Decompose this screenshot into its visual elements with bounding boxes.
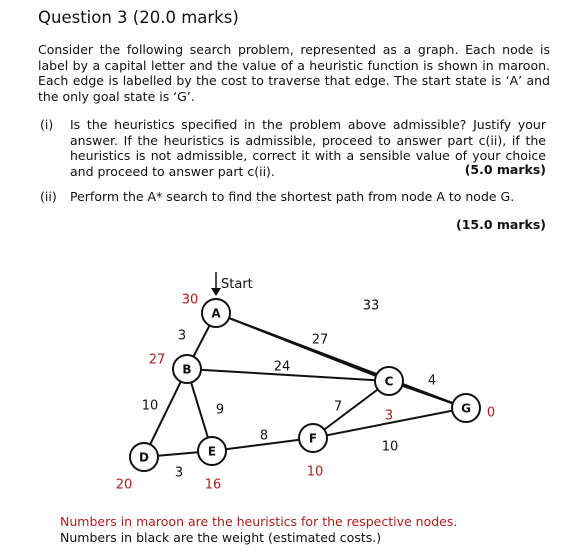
edge-weight-C-G: 4	[427, 373, 437, 389]
node-label: C	[384, 374, 394, 389]
node-heuristic-F: 10	[306, 464, 324, 480]
node-G	[452, 394, 480, 422]
part-i-marks: (5.0 marks)	[464, 162, 546, 177]
legend	[60, 514, 457, 546]
node-label: F	[308, 431, 318, 446]
node-heuristic-G: 0	[486, 405, 496, 421]
edge-weight-B-C: 24	[273, 359, 291, 375]
start-arrow	[211, 272, 221, 296]
node-E	[198, 437, 226, 465]
node-A	[202, 299, 230, 327]
part-i-text: Is the heuristics specified in the problem above admissible? Justify your answer. If the heuristics is admissible, proceed to answer part c(ii), if the heuristics is not admissible, correct it with a sensible value of your choice and proceed to answer part c(ii).	[70, 117, 546, 179]
question-intro: Consider the following search problem, represented as a graph. Each node is label by a capital letter and the value of a heuristic function is shown in maroon. Each edge is labelled by the cost to traverse that edge. The start state is ‘A’ and the only goal state is ‘G’.	[38, 42, 550, 104]
edge-weight-D-E: 3	[174, 465, 184, 481]
edge-weight-A-C: 27	[311, 332, 329, 348]
node-label: D	[139, 450, 149, 465]
part-ii-marks: (15.0 marks)	[456, 217, 546, 232]
edge-weight-B-D: 10	[141, 398, 159, 414]
node-label: G	[461, 401, 471, 416]
node-heuristic-B: 27	[148, 352, 166, 368]
legend-heuristics: Numbers in maroon are the heuristics for the respective nodes.	[60, 514, 458, 529]
edge-weight-E-F: 8	[259, 428, 269, 444]
legend-weights: Numbers in black are the weight (estimated costs.)	[60, 530, 382, 545]
edge-weight-A-G: 33	[362, 298, 380, 314]
node-label: A	[211, 306, 221, 321]
node-heuristic-A: 30	[181, 292, 199, 308]
node-heuristic-E: 16	[204, 477, 222, 493]
edge-weight-C-F: 7	[333, 399, 343, 415]
node-label: B	[182, 362, 192, 377]
node-label: E	[207, 444, 217, 459]
graph-labels	[116, 293, 495, 493]
node-heuristic-D: 20	[115, 477, 133, 493]
node-D	[130, 443, 158, 471]
question-title: Question 3 (20.0 marks)	[38, 8, 239, 27]
edge-weight-F-G: 10	[381, 439, 399, 455]
part-ii-text: Perform the A* search to find the shortest path from node A to node G.	[70, 189, 515, 204]
part-i-number: (i)	[40, 117, 54, 132]
node-heuristic-C: 3	[384, 408, 394, 424]
node-B	[173, 355, 201, 383]
edge-weight-A-B: 3	[177, 328, 187, 344]
node-F	[299, 424, 327, 452]
edge-weight-B-E: 9	[215, 402, 225, 418]
start-label: Start	[221, 277, 253, 292]
edge-A-G	[216, 313, 466, 408]
node-C	[375, 367, 403, 395]
part-ii-number: (ii)	[40, 189, 57, 204]
